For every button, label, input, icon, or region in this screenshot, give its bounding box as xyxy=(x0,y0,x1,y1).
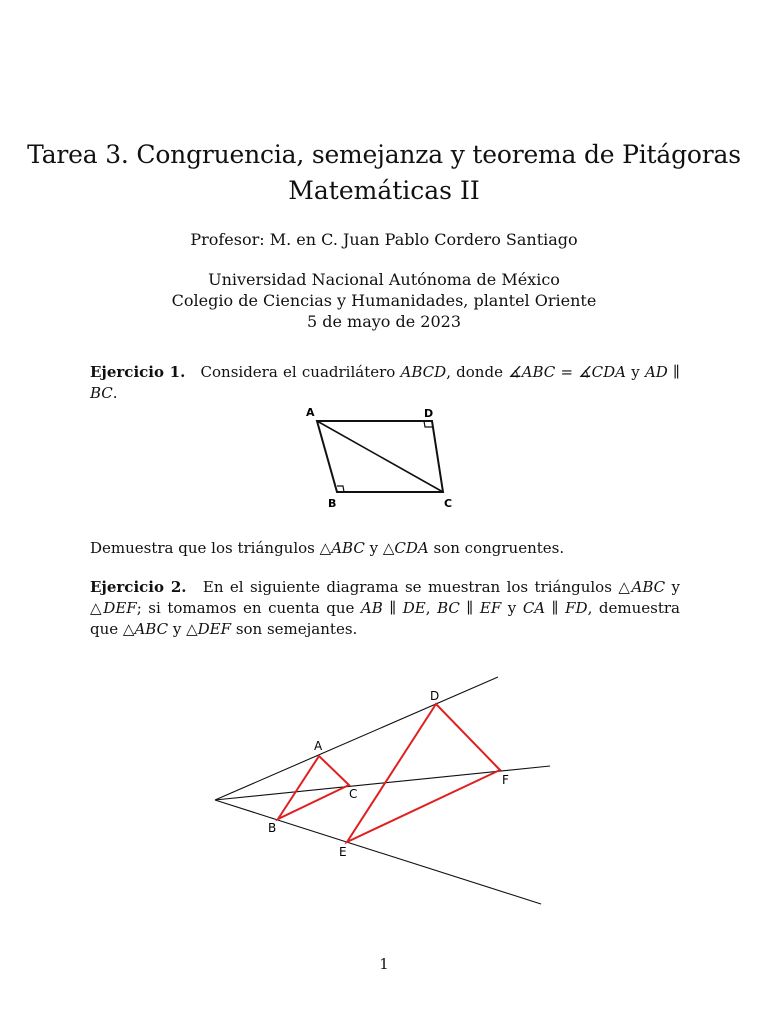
date: 5 de mayo de 2023 xyxy=(306,312,462,331)
exercise-1-statement xyxy=(90,362,680,404)
exercise-1-label: Ejercicio 1. xyxy=(90,363,186,381)
text: y xyxy=(631,363,640,381)
math-triangle: △ABC xyxy=(618,578,666,596)
text: En el siguiente diagrama se muestran los triángulos xyxy=(202,578,612,596)
label-a: A xyxy=(306,406,315,419)
ray-lower xyxy=(215,800,541,904)
affiliation-university: Universidad Nacional Autónoma de México xyxy=(208,270,560,289)
label-a: A xyxy=(314,739,323,753)
text: , demuestra que xyxy=(90,599,680,638)
text: , donde xyxy=(446,363,503,381)
text: son semejantes. xyxy=(235,620,358,638)
math-parallel: BC ∥ EF xyxy=(437,599,502,617)
exercise-1-prompt xyxy=(90,538,680,559)
math-angles: ∡ABC = ∡CDA xyxy=(508,363,627,381)
math-parallel: CA ∥ FD xyxy=(522,599,588,617)
title-line-1: Tarea 3. Congruencia, semejanza y teorema de Pitágoras xyxy=(27,140,741,169)
text: y xyxy=(671,578,680,596)
math-parallel: AD ∥ BC xyxy=(90,363,680,402)
label-e: E xyxy=(339,845,347,859)
figure-quadrilateral xyxy=(300,400,470,515)
label-b: B xyxy=(268,821,277,835)
label-d: D xyxy=(424,407,434,420)
affiliation-college: Colegio de Ciencias y Humanidades, plantel Oriente xyxy=(171,291,597,310)
math-triangle: △DEF xyxy=(186,620,232,638)
math-triangle: △ABC xyxy=(122,620,169,638)
author: Profesor: M. en C. Juan Pablo Cordero Santiago xyxy=(190,230,578,249)
page-number: 1 xyxy=(379,955,389,973)
math-triangle: △ABC xyxy=(319,539,365,557)
figure-similar-triangles xyxy=(0,660,768,920)
label-d: D xyxy=(430,689,440,703)
math-parallel: AB ∥ DE xyxy=(360,599,426,617)
text: son congruentes. xyxy=(433,539,565,557)
math-triangle: △CDA xyxy=(382,539,429,557)
ray-upper xyxy=(215,677,498,800)
diagonal-ac xyxy=(317,421,443,492)
math-triangle: △DEF xyxy=(90,599,137,617)
text: Demuestra que los triángulos xyxy=(90,539,315,557)
text: y xyxy=(172,620,182,638)
label-b: B xyxy=(328,497,337,510)
label-f: F xyxy=(502,773,509,787)
text: . xyxy=(112,384,118,402)
text: Considera el cuadrilátero xyxy=(200,363,396,381)
text: ; si tomamos en cuenta que xyxy=(136,599,355,617)
title-line-2: Matemáticas II xyxy=(288,176,480,205)
exercise-2-statement xyxy=(90,577,680,640)
text: , xyxy=(425,599,431,617)
math-quad: ABCD xyxy=(400,363,447,381)
label-c: C xyxy=(349,787,358,801)
exercise-2-label: Ejercicio 2. xyxy=(90,578,187,596)
text: y xyxy=(507,599,517,617)
text: y xyxy=(369,539,379,557)
label-c: C xyxy=(444,497,453,510)
